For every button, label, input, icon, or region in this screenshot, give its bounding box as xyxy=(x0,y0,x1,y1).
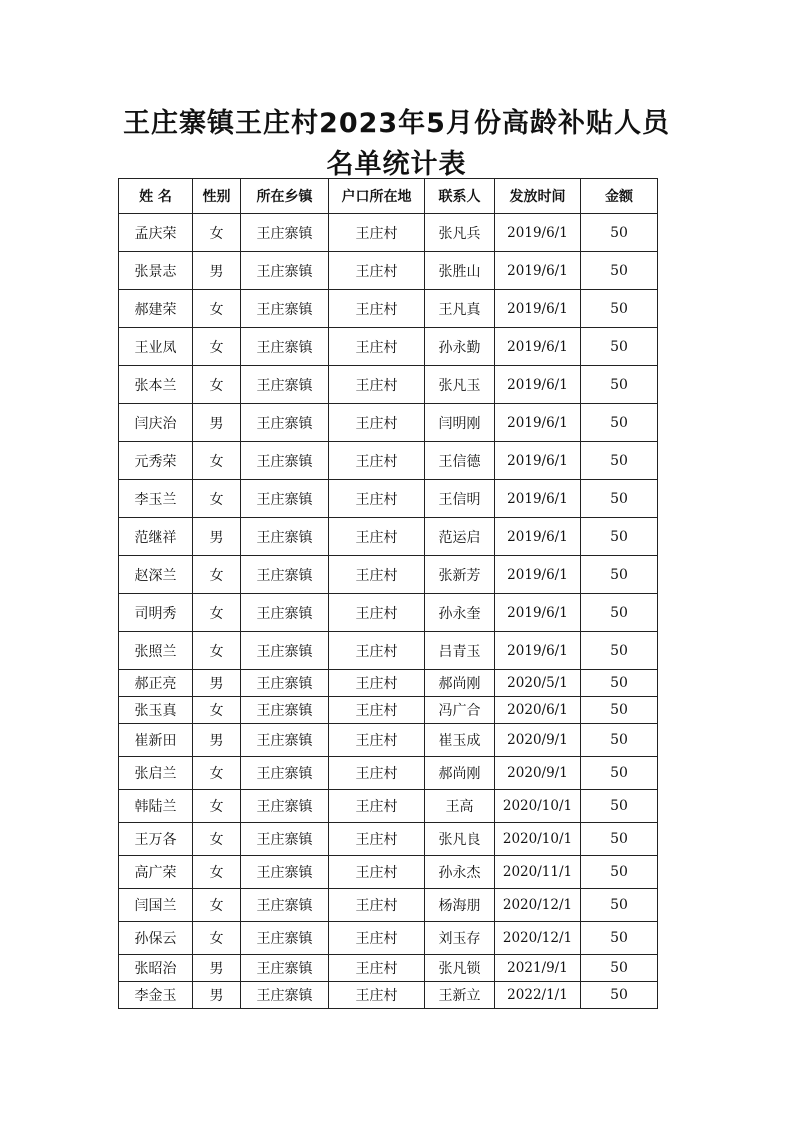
table-row xyxy=(119,955,658,982)
cell-amount: 50 xyxy=(581,697,658,724)
cell-household: 王庄村 xyxy=(329,856,425,889)
table-row xyxy=(119,632,658,670)
cell-gender: 女 xyxy=(193,922,241,955)
table-row xyxy=(119,697,658,724)
cell-amount: 50 xyxy=(581,856,658,889)
cell-name: 孟庆荣 xyxy=(119,214,193,252)
cell-amount: 50 xyxy=(581,480,658,518)
cell-contact: 张凡锁 xyxy=(425,955,495,982)
cell-name: 郝建荣 xyxy=(119,290,193,328)
cell-household: 王庄村 xyxy=(329,518,425,556)
cell-household: 王庄村 xyxy=(329,252,425,290)
cell-township: 王庄寨镇 xyxy=(241,252,329,290)
cell-name: 李玉兰 xyxy=(119,480,193,518)
cell-issue-date: 2019/6/1 xyxy=(495,252,581,290)
cell-household: 王庄村 xyxy=(329,328,425,366)
table-row xyxy=(119,922,658,955)
cell-contact: 郝尚刚 xyxy=(425,757,495,790)
cell-amount: 50 xyxy=(581,442,658,480)
cell-gender: 男 xyxy=(193,670,241,697)
cell-gender: 男 xyxy=(193,982,241,1009)
cell-name: 张玉真 xyxy=(119,697,193,724)
cell-household: 王庄村 xyxy=(329,823,425,856)
cell-issue-date: 2019/6/1 xyxy=(495,442,581,480)
cell-household: 王庄村 xyxy=(329,790,425,823)
cell-contact: 孙永杰 xyxy=(425,856,495,889)
header-gender: 性别 xyxy=(193,179,241,214)
cell-issue-date: 2020/5/1 xyxy=(495,670,581,697)
cell-amount: 50 xyxy=(581,214,658,252)
table-row xyxy=(119,982,658,1009)
cell-contact: 孙永勤 xyxy=(425,328,495,366)
cell-household: 王庄村 xyxy=(329,632,425,670)
cell-amount: 50 xyxy=(581,556,658,594)
cell-gender: 男 xyxy=(193,404,241,442)
cell-name: 闫庆治 xyxy=(119,404,193,442)
table-row xyxy=(119,290,658,328)
cell-contact: 吕青玉 xyxy=(425,632,495,670)
cell-issue-date: 2019/6/1 xyxy=(495,518,581,556)
cell-gender: 女 xyxy=(193,594,241,632)
header-township: 所在乡镇 xyxy=(241,179,329,214)
table-row xyxy=(119,480,658,518)
cell-household: 王庄村 xyxy=(329,697,425,724)
cell-issue-date: 2019/6/1 xyxy=(495,632,581,670)
cell-contact: 孙永奎 xyxy=(425,594,495,632)
table-row xyxy=(119,518,658,556)
table-row xyxy=(119,856,658,889)
cell-amount: 50 xyxy=(581,404,658,442)
cell-household: 王庄村 xyxy=(329,214,425,252)
cell-contact: 崔玉成 xyxy=(425,724,495,757)
cell-township: 王庄寨镇 xyxy=(241,922,329,955)
cell-amount: 50 xyxy=(581,955,658,982)
cell-gender: 女 xyxy=(193,480,241,518)
cell-township: 王庄寨镇 xyxy=(241,889,329,922)
cell-amount: 50 xyxy=(581,518,658,556)
cell-amount: 50 xyxy=(581,670,658,697)
cell-name: 韩陆兰 xyxy=(119,790,193,823)
cell-gender: 女 xyxy=(193,366,241,404)
cell-contact: 郝尚刚 xyxy=(425,670,495,697)
table-body xyxy=(119,214,658,1009)
cell-gender: 女 xyxy=(193,889,241,922)
header-contact: 联系人 xyxy=(425,179,495,214)
cell-gender: 男 xyxy=(193,518,241,556)
cell-gender: 女 xyxy=(193,823,241,856)
header-issue-date: 发放时间 xyxy=(495,179,581,214)
cell-household: 王庄村 xyxy=(329,889,425,922)
cell-contact: 张凡兵 xyxy=(425,214,495,252)
table-header-row xyxy=(119,179,658,214)
cell-household: 王庄村 xyxy=(329,366,425,404)
cell-issue-date: 2019/6/1 xyxy=(495,480,581,518)
cell-name: 范继祥 xyxy=(119,518,193,556)
table-row xyxy=(119,757,658,790)
cell-name: 张本兰 xyxy=(119,366,193,404)
cell-gender: 女 xyxy=(193,790,241,823)
table-row xyxy=(119,442,658,480)
cell-township: 王庄寨镇 xyxy=(241,856,329,889)
cell-issue-date: 2019/6/1 xyxy=(495,556,581,594)
cell-gender: 女 xyxy=(193,328,241,366)
cell-issue-date: 2020/10/1 xyxy=(495,790,581,823)
table-row xyxy=(119,724,658,757)
document-title-line1: 王庄寨镇王庄村2023年5月份高龄补贴人员 xyxy=(123,108,670,139)
cell-gender: 男 xyxy=(193,724,241,757)
cell-township: 王庄寨镇 xyxy=(241,757,329,790)
cell-amount: 50 xyxy=(581,757,658,790)
cell-household: 王庄村 xyxy=(329,982,425,1009)
cell-name: 崔新田 xyxy=(119,724,193,757)
cell-township: 王庄寨镇 xyxy=(241,442,329,480)
table-row xyxy=(119,790,658,823)
cell-amount: 50 xyxy=(581,724,658,757)
header-amount: 金额 xyxy=(581,179,658,214)
cell-name: 赵深兰 xyxy=(119,556,193,594)
cell-contact: 张胜山 xyxy=(425,252,495,290)
cell-issue-date: 2020/12/1 xyxy=(495,922,581,955)
table-row xyxy=(119,252,658,290)
cell-township: 王庄寨镇 xyxy=(241,670,329,697)
table-row xyxy=(119,594,658,632)
cell-issue-date: 2022/1/1 xyxy=(495,982,581,1009)
cell-name: 张景志 xyxy=(119,252,193,290)
cell-township: 王庄寨镇 xyxy=(241,404,329,442)
document-title-line2: 名单统计表 xyxy=(326,149,467,180)
subsidy-table xyxy=(118,178,658,1009)
cell-name: 王业凤 xyxy=(119,328,193,366)
cell-contact: 刘玉存 xyxy=(425,922,495,955)
cell-household: 王庄村 xyxy=(329,670,425,697)
cell-township: 王庄寨镇 xyxy=(241,214,329,252)
cell-issue-date: 2020/6/1 xyxy=(495,697,581,724)
cell-contact: 杨海朋 xyxy=(425,889,495,922)
cell-issue-date: 2019/6/1 xyxy=(495,290,581,328)
cell-contact: 王信明 xyxy=(425,480,495,518)
cell-gender: 女 xyxy=(193,290,241,328)
cell-gender: 女 xyxy=(193,442,241,480)
cell-issue-date: 2019/6/1 xyxy=(495,366,581,404)
cell-gender: 女 xyxy=(193,697,241,724)
cell-contact: 张新芳 xyxy=(425,556,495,594)
table-row xyxy=(119,556,658,594)
cell-issue-date: 2020/10/1 xyxy=(495,823,581,856)
cell-gender: 女 xyxy=(193,556,241,594)
cell-household: 王庄村 xyxy=(329,594,425,632)
cell-household: 王庄村 xyxy=(329,404,425,442)
header-name: 姓 名 xyxy=(119,179,193,214)
cell-household: 王庄村 xyxy=(329,955,425,982)
cell-amount: 50 xyxy=(581,889,658,922)
cell-contact: 王信德 xyxy=(425,442,495,480)
cell-contact: 冯广合 xyxy=(425,697,495,724)
table-row xyxy=(119,670,658,697)
cell-household: 王庄村 xyxy=(329,480,425,518)
cell-gender: 男 xyxy=(193,252,241,290)
cell-amount: 50 xyxy=(581,366,658,404)
table-row xyxy=(119,889,658,922)
cell-contact: 王高 xyxy=(425,790,495,823)
cell-contact: 闫明刚 xyxy=(425,404,495,442)
cell-township: 王庄寨镇 xyxy=(241,955,329,982)
cell-gender: 男 xyxy=(193,955,241,982)
cell-name: 高广荣 xyxy=(119,856,193,889)
cell-contact: 张凡玉 xyxy=(425,366,495,404)
cell-name: 司明秀 xyxy=(119,594,193,632)
cell-name: 元秀荣 xyxy=(119,442,193,480)
table-row xyxy=(119,366,658,404)
table-row xyxy=(119,328,658,366)
cell-amount: 50 xyxy=(581,823,658,856)
cell-issue-date: 2019/6/1 xyxy=(495,214,581,252)
cell-township: 王庄寨镇 xyxy=(241,790,329,823)
cell-amount: 50 xyxy=(581,922,658,955)
cell-township: 王庄寨镇 xyxy=(241,556,329,594)
cell-amount: 50 xyxy=(581,594,658,632)
table-row xyxy=(119,404,658,442)
cell-township: 王庄寨镇 xyxy=(241,697,329,724)
cell-issue-date: 2020/11/1 xyxy=(495,856,581,889)
cell-issue-date: 2020/9/1 xyxy=(495,757,581,790)
cell-amount: 50 xyxy=(581,790,658,823)
cell-township: 王庄寨镇 xyxy=(241,290,329,328)
cell-township: 王庄寨镇 xyxy=(241,366,329,404)
cell-contact: 王新立 xyxy=(425,982,495,1009)
cell-household: 王庄村 xyxy=(329,556,425,594)
cell-gender: 女 xyxy=(193,856,241,889)
header-household-location: 户口所在地 xyxy=(329,179,425,214)
cell-name: 孙保云 xyxy=(119,922,193,955)
cell-name: 张启兰 xyxy=(119,757,193,790)
cell-amount: 50 xyxy=(581,290,658,328)
cell-amount: 50 xyxy=(581,252,658,290)
table-row xyxy=(119,823,658,856)
cell-contact: 张凡良 xyxy=(425,823,495,856)
cell-amount: 50 xyxy=(581,632,658,670)
cell-township: 王庄寨镇 xyxy=(241,724,329,757)
table-row xyxy=(119,214,658,252)
cell-issue-date: 2019/6/1 xyxy=(495,328,581,366)
cell-name: 张昭治 xyxy=(119,955,193,982)
cell-township: 王庄寨镇 xyxy=(241,632,329,670)
cell-name: 王万各 xyxy=(119,823,193,856)
cell-name: 闫国兰 xyxy=(119,889,193,922)
cell-issue-date: 2019/6/1 xyxy=(495,404,581,442)
cell-township: 王庄寨镇 xyxy=(241,594,329,632)
cell-issue-date: 2019/6/1 xyxy=(495,594,581,632)
cell-household: 王庄村 xyxy=(329,757,425,790)
cell-household: 王庄村 xyxy=(329,724,425,757)
cell-contact: 范运启 xyxy=(425,518,495,556)
cell-issue-date: 2020/9/1 xyxy=(495,724,581,757)
cell-amount: 50 xyxy=(581,328,658,366)
cell-gender: 女 xyxy=(193,632,241,670)
cell-township: 王庄寨镇 xyxy=(241,823,329,856)
cell-contact: 王凡真 xyxy=(425,290,495,328)
cell-township: 王庄寨镇 xyxy=(241,328,329,366)
cell-gender: 女 xyxy=(193,214,241,252)
cell-household: 王庄村 xyxy=(329,290,425,328)
cell-name: 张照兰 xyxy=(119,632,193,670)
cell-household: 王庄村 xyxy=(329,922,425,955)
cell-household: 王庄村 xyxy=(329,442,425,480)
cell-township: 王庄寨镇 xyxy=(241,982,329,1009)
cell-issue-date: 2021/9/1 xyxy=(495,955,581,982)
cell-name: 李金玉 xyxy=(119,982,193,1009)
cell-amount: 50 xyxy=(581,982,658,1009)
cell-township: 王庄寨镇 xyxy=(241,480,329,518)
cell-issue-date: 2020/12/1 xyxy=(495,889,581,922)
cell-township: 王庄寨镇 xyxy=(241,518,329,556)
cell-gender: 女 xyxy=(193,757,241,790)
cell-name: 郝正亮 xyxy=(119,670,193,697)
